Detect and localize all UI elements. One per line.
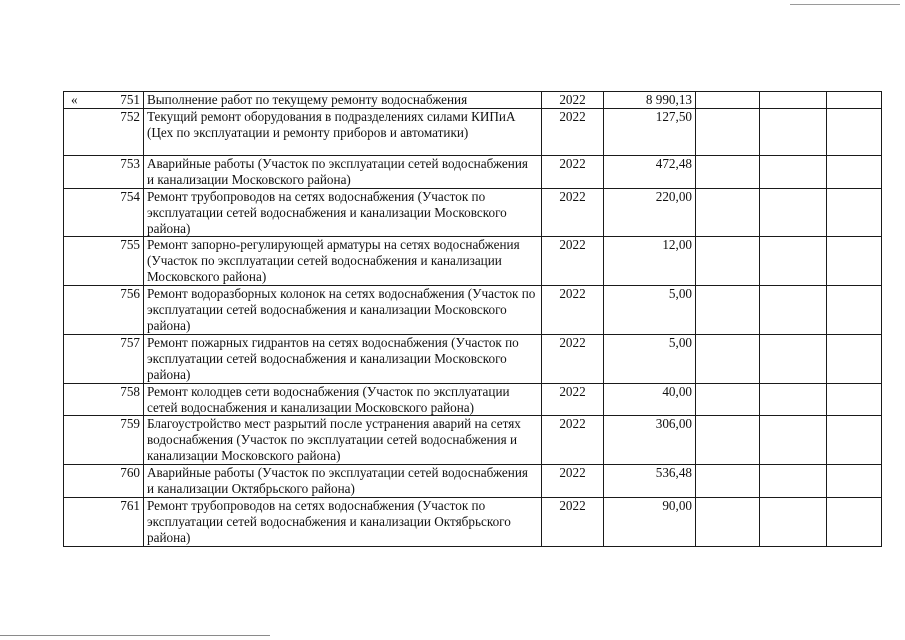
empty-cell xyxy=(827,188,882,237)
work-year: 2022 xyxy=(542,155,604,188)
empty-cell xyxy=(696,237,760,286)
empty-cell xyxy=(696,286,760,335)
row-number xyxy=(64,416,144,465)
empty-cell xyxy=(696,92,760,109)
work-amount: 472,48 xyxy=(604,155,696,188)
row-number xyxy=(64,155,144,188)
continuation-mark: « xyxy=(71,92,78,107)
empty-cell xyxy=(827,334,882,383)
empty-cell xyxy=(827,155,882,188)
row-number-text: 756 xyxy=(120,286,140,302)
empty-cell xyxy=(827,497,882,546)
work-amount: 306,00 xyxy=(604,416,696,465)
empty-cell xyxy=(760,188,827,237)
empty-cell xyxy=(760,416,827,465)
work-year: 2022 xyxy=(542,465,604,498)
empty-cell xyxy=(760,465,827,498)
empty-cell xyxy=(827,465,882,498)
table-row xyxy=(64,334,882,383)
work-description: Ремонт запорно-регулирующей арматуры на сетях водоснабжения (Участок по эксплуатации сетей водоснабжения и канализации Московского района) xyxy=(144,237,542,286)
work-year: 2022 xyxy=(542,237,604,286)
row-number xyxy=(64,188,144,237)
work-description: Аварийные работы (Участок по эксплуатации сетей водоснабжения и канализации Октябрьского района) xyxy=(144,465,542,498)
row-number-text: 753 xyxy=(120,155,140,171)
row-number xyxy=(64,383,144,416)
row-number xyxy=(64,108,144,155)
work-description: Ремонт пожарных гидрантов на сетях водоснабжения (Участок по эксплуатации сетей водоснабжения и канализации Московского района) xyxy=(144,334,542,383)
work-amount: 90,00 xyxy=(604,497,696,546)
work-amount: 5,00 xyxy=(604,334,696,383)
row-number-text: 761 xyxy=(120,497,140,513)
work-amount: 40,00 xyxy=(604,383,696,416)
empty-cell xyxy=(696,465,760,498)
work-amount: 8 990,13 xyxy=(604,92,696,109)
row-number xyxy=(64,497,144,546)
row-number-text: 751 xyxy=(120,92,140,107)
work-year: 2022 xyxy=(542,334,604,383)
table-row xyxy=(64,92,882,109)
empty-cell xyxy=(696,188,760,237)
works-table xyxy=(63,91,882,547)
row-number xyxy=(64,237,144,286)
empty-cell xyxy=(827,92,882,109)
empty-cell xyxy=(760,237,827,286)
table-row xyxy=(64,416,882,465)
work-amount: 536,48 xyxy=(604,465,696,498)
empty-cell xyxy=(760,383,827,416)
row-number-text: 755 xyxy=(120,237,140,253)
work-description: Благоустройство мест разрытий после устранения аварий на сетях водоснабжения (Участок по эксплуатации сетей водоснабжения и канализации Московского района) xyxy=(144,416,542,465)
work-description: Ремонт трубопроводов на сетях водоснабжения (Участок по эксплуатации сетей водоснабжения и канализации Московского района) xyxy=(144,188,542,237)
row-number xyxy=(64,92,144,109)
empty-cell xyxy=(696,497,760,546)
work-year: 2022 xyxy=(542,416,604,465)
work-year: 2022 xyxy=(542,383,604,416)
table-row xyxy=(64,237,882,286)
row-number xyxy=(64,286,144,335)
empty-cell xyxy=(760,334,827,383)
work-year: 2022 xyxy=(542,286,604,335)
empty-cell xyxy=(827,416,882,465)
scan-edge-line xyxy=(0,635,270,636)
row-number xyxy=(64,465,144,498)
work-year: 2022 xyxy=(542,92,604,109)
empty-cell xyxy=(760,92,827,109)
row-number-text: 760 xyxy=(120,465,140,481)
empty-cell xyxy=(696,155,760,188)
table-row xyxy=(64,497,882,546)
row-number-text: 759 xyxy=(120,416,140,432)
empty-cell xyxy=(760,286,827,335)
table-body xyxy=(64,92,882,547)
empty-cell xyxy=(760,155,827,188)
row-number-text: 757 xyxy=(120,334,140,350)
empty-cell xyxy=(760,497,827,546)
work-description: Ремонт колодцев сети водоснабжения (Участок по эксплуатации сетей водоснабжения и канализации Московского района) xyxy=(144,383,542,416)
work-amount: 5,00 xyxy=(604,286,696,335)
row-number-text: 754 xyxy=(120,188,140,204)
work-amount: 12,00 xyxy=(604,237,696,286)
work-description: Ремонт трубопроводов на сетях водоснабжения (Участок по эксплуатации сетей водоснабжения и канализации Октябрьского района) xyxy=(144,497,542,546)
empty-cell xyxy=(696,334,760,383)
empty-cell xyxy=(827,286,882,335)
empty-cell xyxy=(696,383,760,416)
work-description: Выполнение работ по текущему ремонту водоснабжения xyxy=(144,92,542,109)
work-description: Аварийные работы (Участок по эксплуатации сетей водоснабжения и канализации Московского района) xyxy=(144,155,542,188)
work-amount: 127,50 xyxy=(604,108,696,155)
row-number-text: 752 xyxy=(120,108,140,124)
empty-cell xyxy=(696,416,760,465)
empty-cell xyxy=(827,383,882,416)
scan-edge-line xyxy=(790,4,900,5)
table-row xyxy=(64,155,882,188)
work-description: Текущий ремонт оборудования в подразделениях силами КИПиА (Цех по эксплуатации и ремонту приборов и автоматики) xyxy=(144,108,542,155)
work-year: 2022 xyxy=(542,108,604,155)
table-row xyxy=(64,188,882,237)
work-year: 2022 xyxy=(542,497,604,546)
table-row xyxy=(64,286,882,335)
empty-cell xyxy=(827,108,882,155)
row-number xyxy=(64,334,144,383)
row-number-text: 758 xyxy=(120,383,140,399)
table-row xyxy=(64,383,882,416)
work-year: 2022 xyxy=(542,188,604,237)
table-row xyxy=(64,465,882,498)
work-amount: 220,00 xyxy=(604,188,696,237)
empty-cell xyxy=(760,108,827,155)
work-description: Ремонт водоразборных колонок на сетях водоснабжения (Участок по эксплуатации сетей водоснабжения и канализации Московского района) xyxy=(144,286,542,335)
empty-cell xyxy=(827,237,882,286)
empty-cell xyxy=(696,108,760,155)
table-row xyxy=(64,108,882,155)
